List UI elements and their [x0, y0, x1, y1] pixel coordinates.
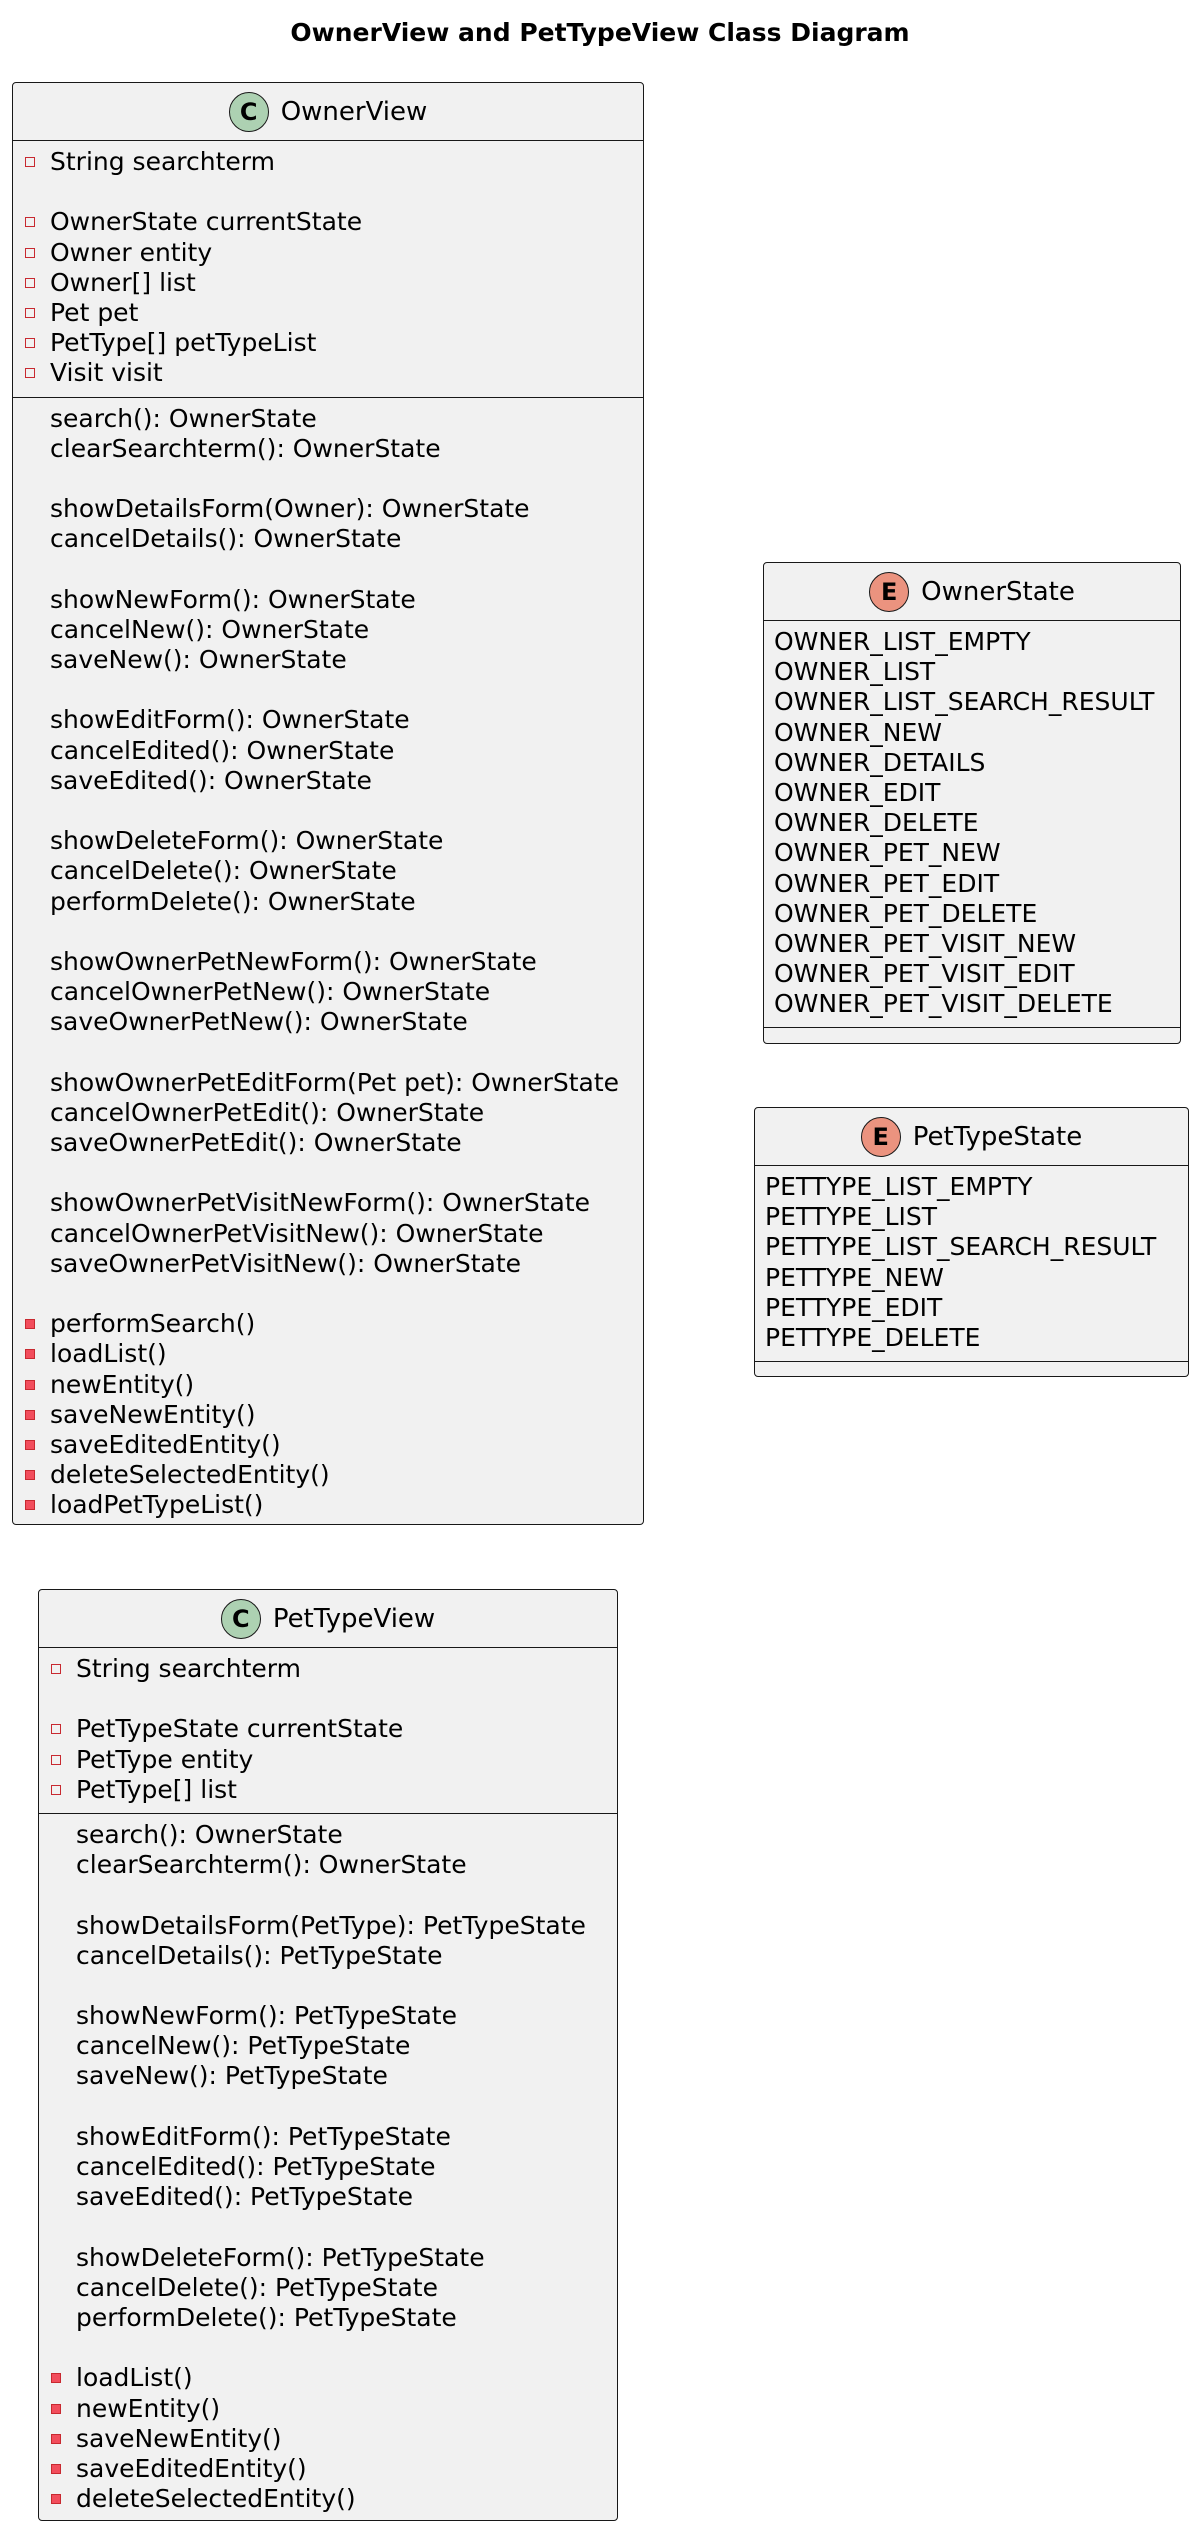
enum-empty-section [764, 1027, 1180, 1041]
blank-line [39, 2333, 617, 2363]
method-text: deleteSelectedEntity() [50, 1460, 330, 1490]
method-text: deleteSelectedEntity() [76, 2484, 356, 2514]
method-text: showNewForm(): OwnerState [50, 584, 416, 614]
private-visibility-icon [51, 2404, 61, 2414]
method-text: showDetailsForm(Owner): OwnerState [50, 494, 530, 524]
class-method [13, 1007, 643, 1037]
class-field [13, 147, 643, 177]
enum-value: OWNER_PET_EDIT [774, 868, 1000, 898]
blank-line [13, 554, 643, 584]
fields-section [39, 1648, 617, 1813]
private-visibility-icon [25, 1319, 35, 1329]
class-method [39, 2363, 617, 2393]
class-field [13, 328, 643, 358]
diagram-title: OwnerView and PetTypeView Class Diagram [290, 18, 910, 47]
method-text: showEditForm(): PetTypeState [76, 2121, 451, 2151]
method-text: showOwnerPetVisitNewForm(): OwnerState [50, 1188, 591, 1218]
private-visibility-icon [25, 157, 35, 167]
private-visibility-icon [51, 1785, 61, 1795]
private-visibility-icon [51, 1755, 61, 1765]
private-visibility-icon [25, 1440, 35, 1450]
class-method [13, 887, 643, 917]
class-field [39, 1745, 617, 1775]
blank-line [13, 917, 643, 947]
method-text: cancelOwnerPetEdit(): OwnerState [50, 1097, 485, 1127]
class-method [13, 736, 643, 766]
class-field [39, 1654, 617, 1684]
enum-value: PETTYPE_DELETE [765, 1322, 981, 1352]
enum-value: OWNER_LIST [774, 657, 936, 687]
method-text: cancelNew(): OwnerState [50, 614, 370, 644]
enum-header [764, 563, 1180, 621]
class-pettype-view[interactable] [38, 1589, 618, 2521]
class-method [39, 2484, 617, 2514]
private-visibility-icon [51, 1664, 61, 1674]
method-text: showNewForm(): PetTypeState [76, 2001, 457, 2031]
class-method [13, 1098, 643, 1128]
class-method [13, 1370, 643, 1400]
method-text: cancelDetails(): OwnerState [50, 524, 402, 554]
method-text: saveNewEntity() [76, 2423, 282, 2453]
class-method [13, 1339, 643, 1369]
class-method [13, 1219, 643, 1249]
class-header [13, 83, 643, 141]
class-method [39, 2061, 617, 2091]
enum-value: PETTYPE_LIST [765, 1202, 938, 1232]
private-visibility-icon [25, 1349, 35, 1359]
method-text: cancelDetails(): PetTypeState [76, 1940, 443, 1970]
enum-name: OwnerState [921, 576, 1075, 607]
method-text: saveEdited(): PetTypeState [76, 2182, 414, 2212]
private-visibility-icon [51, 2494, 61, 2504]
field-text: Pet pet [50, 297, 139, 327]
method-text: loadPetTypeList() [50, 1490, 264, 1520]
class-method [13, 1128, 643, 1158]
method-text: cancelEdited(): PetTypeState [76, 2152, 436, 2181]
private-visibility-icon [25, 1470, 35, 1480]
enum-header [755, 1108, 1188, 1166]
class-method [39, 1850, 617, 1880]
private-visibility-icon [25, 1410, 35, 1420]
field-text: Owner entity [50, 237, 213, 267]
enum-value: PETTYPE_LIST_EMPTY [765, 1172, 1033, 1201]
private-visibility-icon [51, 2434, 61, 2444]
class-c-icon: C [229, 92, 269, 132]
method-text: showDetailsForm(PetType): PetTypeState [76, 1910, 586, 1940]
method-text: showEditForm(): OwnerState [50, 705, 410, 735]
class-method [13, 524, 643, 554]
class-method [13, 977, 643, 1007]
enum-value: OWNER_PET_VISIT_NEW [774, 928, 1077, 958]
method-text: performSearch() [50, 1309, 256, 1339]
blank-line [39, 2212, 617, 2242]
enum-name: PetTypeState [912, 1121, 1083, 1152]
method-text: cancelDelete(): OwnerState [50, 856, 397, 886]
blank-line [39, 1684, 617, 1714]
field-text: PetType entity [76, 1744, 254, 1774]
fields-section [13, 141, 643, 397]
class-method [13, 1249, 643, 1279]
class-method [39, 2424, 617, 2454]
method-text: saveOwnerPetNew(): OwnerState [50, 1007, 468, 1037]
blank-line [39, 1971, 617, 2001]
field-text: PetTypeState currentState [76, 1714, 404, 1744]
class-method [39, 1911, 617, 1941]
field-text: Visit visit [50, 358, 163, 388]
class-method [39, 2303, 617, 2333]
class-method [39, 2454, 617, 2484]
method-text: cancelOwnerPetVisitNew(): OwnerState [50, 1218, 544, 1248]
method-text: showDeleteForm(): PetTypeState [76, 2242, 485, 2272]
method-text: cancelEdited(): OwnerState [50, 735, 395, 765]
method-text: saveNew(): PetTypeState [76, 2061, 388, 2091]
private-visibility-icon [25, 278, 35, 288]
blank-line [13, 1279, 643, 1309]
enum-value: PETTYPE_LIST_SEARCH_RESULT [765, 1232, 1157, 1262]
method-text: showDeleteForm(): OwnerState [50, 826, 444, 856]
private-visibility-icon [25, 248, 35, 258]
field-text: PetType[] list [76, 1774, 237, 1804]
method-text: performDelete(): OwnerState [50, 886, 416, 916]
field-text: String searchterm [50, 147, 275, 176]
class-method [13, 1490, 643, 1520]
class-field [13, 298, 643, 328]
method-text: saveOwnerPetVisitNew(): OwnerState [50, 1248, 521, 1278]
class-method [13, 404, 643, 434]
class-name: PetTypeView [272, 1603, 436, 1634]
class-method [13, 645, 643, 675]
class-c-icon: C [221, 1599, 261, 1639]
private-visibility-icon [25, 217, 35, 227]
class-owner-view[interactable] [12, 82, 644, 1525]
class-method [13, 1430, 643, 1460]
method-text: loadList() [50, 1339, 167, 1369]
class-method [13, 615, 643, 645]
class-method [13, 1188, 643, 1218]
enum-e-icon: E [869, 572, 909, 612]
class-method [39, 2273, 617, 2303]
field-text: String searchterm [76, 1654, 301, 1683]
field-text: OwnerState currentState [50, 207, 363, 237]
methods-section [39, 1813, 617, 2522]
class-name: OwnerView [280, 96, 428, 127]
enum-value: OWNER_DELETE [774, 808, 979, 838]
method-text: search(): OwnerState [50, 403, 317, 433]
field-text: PetType[] petTypeList [50, 328, 317, 358]
method-text: cancelOwnerPetNew(): OwnerState [50, 977, 491, 1007]
class-field [39, 1714, 617, 1744]
enum-e-icon: E [861, 1117, 901, 1157]
enum-value: OWNER_NEW [774, 717, 942, 747]
class-method [13, 1460, 643, 1490]
class-field [39, 1775, 617, 1805]
enum-owner-state[interactable] [763, 562, 1181, 1044]
blank-line [13, 796, 643, 826]
class-method [39, 2243, 617, 2273]
method-text: clearSearchterm(): OwnerState [76, 1850, 467, 1880]
enum-value: OWNER_PET_DELETE [774, 898, 1038, 928]
class-method [39, 1941, 617, 1971]
class-method [39, 2394, 617, 2424]
enum-value: OWNER_LIST_EMPTY [774, 627, 1031, 656]
method-text: saveOwnerPetEdit(): OwnerState [50, 1128, 462, 1157]
method-text: saveNew(): OwnerState [50, 645, 347, 674]
private-visibility-icon [51, 2464, 61, 2474]
private-visibility-icon [25, 1500, 35, 1510]
private-visibility-icon [25, 308, 35, 318]
method-text: newEntity() [50, 1369, 195, 1399]
class-method [13, 856, 643, 886]
enum-value: OWNER_PET_VISIT_EDIT [774, 959, 1075, 989]
enum-value: PETTYPE_NEW [765, 1262, 944, 1292]
class-method [13, 434, 643, 464]
field-text: Owner[] list [50, 267, 196, 297]
private-visibility-icon [51, 2373, 61, 2383]
blank-line [13, 464, 643, 494]
method-text: newEntity() [76, 2393, 221, 2423]
class-method [13, 766, 643, 796]
class-method [39, 2182, 617, 2212]
class-field [13, 238, 643, 268]
class-field [13, 268, 643, 298]
class-method [13, 826, 643, 856]
method-text: clearSearchterm(): OwnerState [50, 433, 441, 463]
method-text: saveEdited(): OwnerState [50, 765, 372, 795]
method-text: saveEditedEntity() [50, 1429, 281, 1459]
enum-value: PETTYPE_EDIT [765, 1292, 943, 1322]
blank-line [39, 1880, 617, 1910]
method-text: showOwnerPetNewForm(): OwnerState [50, 946, 537, 976]
class-method [39, 2031, 617, 2061]
class-field [13, 207, 643, 237]
method-text: performDelete(): PetTypeState [76, 2302, 457, 2332]
blank-line [39, 2092, 617, 2122]
class-method [13, 947, 643, 977]
private-visibility-icon [25, 338, 35, 348]
method-text: cancelDelete(): PetTypeState [76, 2272, 438, 2302]
enum-values-section [764, 621, 1180, 1027]
blank-line [13, 177, 643, 207]
enum-value: OWNER_LIST_SEARCH_RESULT [774, 687, 1155, 717]
methods-section [13, 397, 643, 1529]
enum-pettype-state[interactable] [754, 1107, 1189, 1377]
class-method [39, 2001, 617, 2031]
method-text: showOwnerPetEditForm(Pet pet): OwnerState [50, 1067, 620, 1097]
class-method [13, 705, 643, 735]
class-method [13, 1309, 643, 1339]
class-method [13, 1068, 643, 1098]
private-visibility-icon [25, 1380, 35, 1390]
class-method [39, 2152, 617, 2182]
blank-line [13, 1037, 643, 1067]
method-text: loadList() [76, 2363, 193, 2393]
blank-line [13, 1158, 643, 1188]
class-method [13, 1400, 643, 1430]
class-method [13, 585, 643, 615]
class-field [13, 358, 643, 388]
enum-empty-section [755, 1361, 1188, 1375]
enum-values-section [755, 1166, 1188, 1361]
class-method [39, 2122, 617, 2152]
class-method [39, 1820, 617, 1850]
enum-value: OWNER_PET_NEW [774, 838, 1001, 868]
method-text: search(): OwnerState [76, 1819, 343, 1849]
enum-value: OWNER_PET_VISIT_DELETE [774, 989, 1113, 1019]
class-method [13, 494, 643, 524]
blank-line [13, 675, 643, 705]
class-header [39, 1590, 617, 1648]
enum-value: OWNER_EDIT [774, 777, 941, 807]
method-text: saveEditedEntity() [76, 2453, 307, 2483]
method-text: saveNewEntity() [50, 1399, 256, 1429]
method-text: cancelNew(): PetTypeState [76, 2031, 411, 2061]
private-visibility-icon [51, 1724, 61, 1734]
private-visibility-icon [25, 368, 35, 378]
enum-value: OWNER_DETAILS [774, 747, 986, 777]
